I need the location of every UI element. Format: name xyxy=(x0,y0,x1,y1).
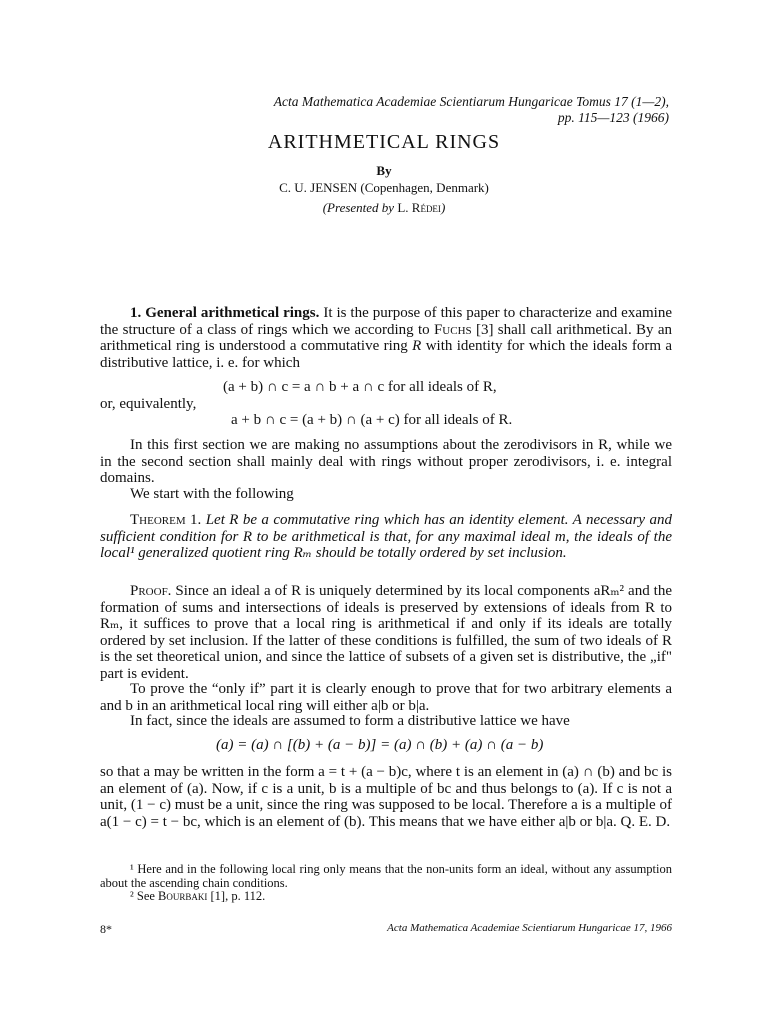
proof-paragraph-2: To prove the “only if” part it is clearly enough to prove that for two arbitrary elements a and b in an arithmetical local ring will either a|b or b|a. xyxy=(100,681,672,714)
theorem-1 xyxy=(100,512,672,562)
footnote-2-prefix: ² See xyxy=(130,889,155,903)
journal-header xyxy=(274,94,669,126)
proof-paragraph-4: so that a may be written in the form a = t + (a − b)c, where t is an element in (a) ∩ (b) and bc is an element of (a). Now, if c is a unit, b is a multiple of bc and thus belongs to (a). If c is not a unit, (1 − c) must be a unit, since the ring was supposed to be local. Therefore a is a multiple of a(1 − c) = t − bc, which is an element of (b). This means that we have either a|b or b|a. Q. E. D. xyxy=(100,764,672,830)
journal-line-1: Acta Mathematica Academiae Scientiarum Hungaricae Tomus 17 (1—2), xyxy=(273,94,669,109)
presented-line xyxy=(0,200,768,216)
section1-p1-b: [3] shall call arithmetical. By an arithmetical ring is understood a commutative ring xyxy=(100,321,673,354)
section1-paragraph-3: We start with the following xyxy=(130,486,294,502)
presented-prefix: (Presented by xyxy=(322,200,395,215)
citation-fuchs: Fuchs xyxy=(433,321,472,338)
footnote-1: ¹ Here and in the following local ring only means that the non-units form an ideal, without any assumption about the ascending chain conditions. xyxy=(100,862,672,890)
section1-p1-c: with identity for which the ideals form a distributive lattice, i. e. for which xyxy=(100,338,673,371)
section1-heading: 1. General arithmetical rings. xyxy=(130,305,320,321)
footnote-2 xyxy=(100,889,672,903)
author-line: C. U. JENSEN (Copenhagen, Denmark) xyxy=(279,180,489,195)
theorem-label: Theorem 1. xyxy=(130,512,202,528)
proof-paragraph-1 xyxy=(100,583,672,682)
footnote-2-author: Bourbaki xyxy=(158,889,208,903)
proof-paragraph-3: In fact, since the ideals are assumed to form a distributive lattice we have xyxy=(130,713,570,729)
or-equivalently: or, equivalently, xyxy=(100,396,197,412)
presented-suffix: ) xyxy=(440,200,446,215)
section1-paragraph-1 xyxy=(100,305,672,371)
footnote-2-suffix: [1], p. 112. xyxy=(210,889,266,903)
section1-p1-a: It is the purpose of this paper to characterize and examine the structure of a class of rings which we according to xyxy=(100,305,672,338)
equation-1: (a + b) ∩ c = a ∩ b + a ∩ c for all ideals of R, xyxy=(223,379,497,395)
ring-symbol: R xyxy=(412,338,422,354)
proof-p1-text: Since an ideal a of R is uniquely determined by its local components aRₘ² and the formation of sums and intersections of ideals is preserved by extensions of ideals from R to Rₘ, it suffices to prove that a local ring is arithmetical if and only if its ideals are totally ordered by set inclusion. If the latter of these conditions is fulfilled, the sum of two ideals of R is the set theoretical union, and since the lattice of subsets of a given set is distributive, the „if" part is evident. xyxy=(100,583,672,682)
paper-title: ARITHMETICAL RINGS xyxy=(267,131,501,153)
equation-3: (a) = (a) ∩ [(b) + (a − b)] = (a) ∩ (b) + (a) ∩ (a − b) xyxy=(216,737,544,753)
proof-label: Proof. xyxy=(130,583,172,599)
theorem-text: Let R be a commutative ring which has an identity element. A necessary and sufficient condition for R to be arithmetical is that, for any maximal ideal m, the ideals of the local¹ generalized quotient ring Rₘ should be totally ordered by set inclusion. xyxy=(100,512,673,561)
journal-line-2: pp. 115—123 (1966) xyxy=(557,110,669,125)
page-mark: 8* xyxy=(100,922,112,936)
presented-name: L. Rédei xyxy=(397,200,441,215)
equation-2: a + b ∩ c = (a + b) ∩ (a + c) for all ideals of R. xyxy=(231,412,513,428)
section1-paragraph-2: In this first section we are making no assumptions about the zerodivisors in R, while we in the second section shall mainly deal with rings without proper zerodivisors, i. e. integral domains. xyxy=(100,437,672,486)
byline-by: By xyxy=(376,163,392,178)
footer-journal: Acta Mathematica Academiae Scientiarum Hungaricae 17, 1966 xyxy=(387,922,672,934)
